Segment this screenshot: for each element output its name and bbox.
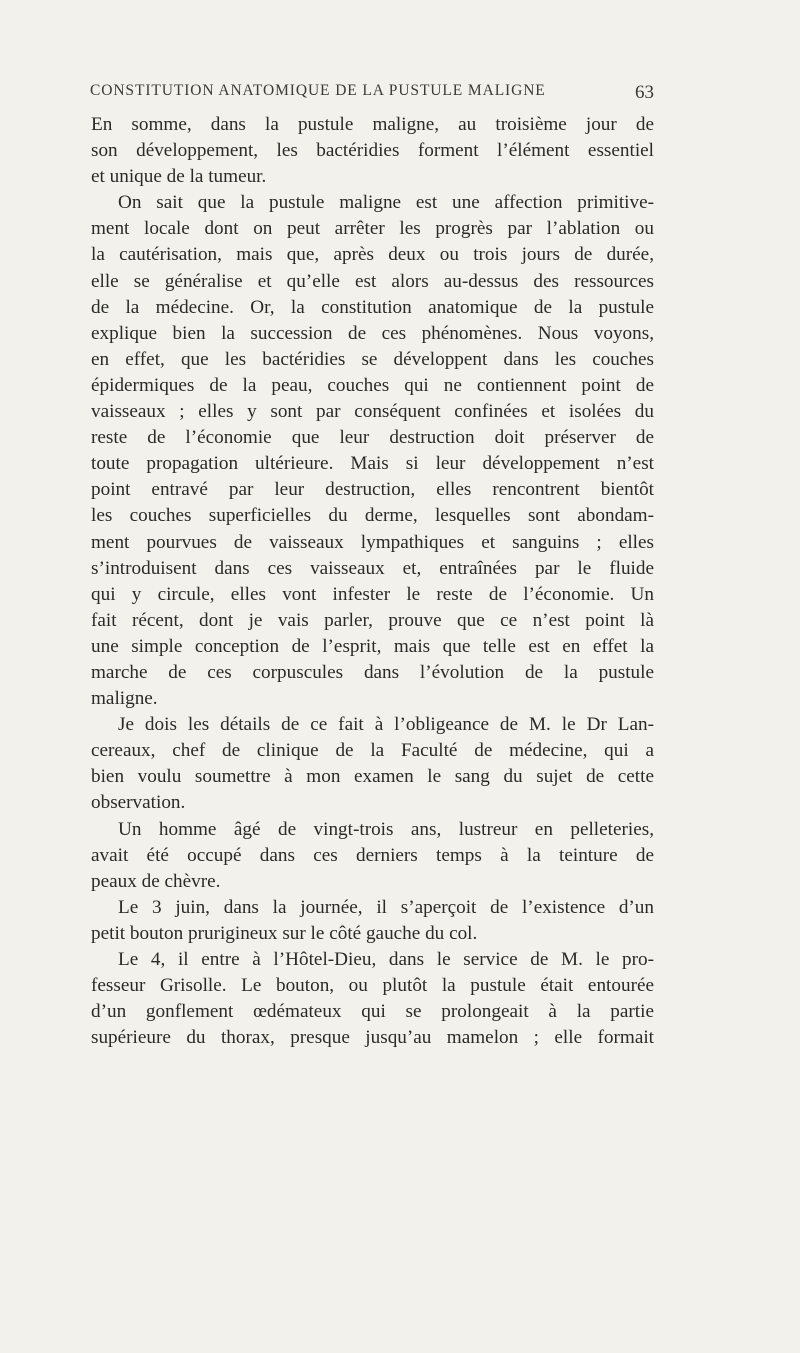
text-line: cereaux, chef de clinique de la Faculté de médecine, qui a bbox=[91, 740, 654, 762]
running-title: CONSTITUTION ANATOMIQUE DE LA PUSTULE MALIGNE bbox=[90, 82, 546, 99]
text-line: d’un gonflement œdémateux qui se prolongeait à la partie bbox=[91, 1001, 654, 1023]
text-line: Le 4, il entre à l’Hôtel-Dieu, dans le service de M. le pro- bbox=[118, 949, 654, 970]
text-line: fait récent, dont je vais parler, prouve que ce n’est point là bbox=[91, 609, 654, 631]
text-line: fesseur Grisolle. Le bouton, ou plutôt la pustule était entourée bbox=[91, 975, 654, 997]
text-line: Le 3 juin, dans la journée, il s’aperçoit de l’existence d’un bbox=[118, 896, 654, 918]
text-line: Un homme âgé de vingt-trois ans, lustreur en pelleteries, bbox=[118, 818, 654, 840]
page-header bbox=[88, 82, 654, 112]
text-line: la cautérisation, mais que, après deux ou trois jours de durée, bbox=[91, 244, 654, 266]
text-line: une simple conception de l’esprit, mais que telle est en effet la bbox=[91, 635, 654, 657]
text-line: marche de ces corpuscules dans l’évolution de la pustule bbox=[91, 661, 654, 683]
text-line: s’introduisent dans ces vaisseaux et, entraînées par le fluide bbox=[91, 557, 654, 579]
text-line: épidermiques de la peau, couches qui ne contiennent point de bbox=[91, 374, 654, 396]
page-number: 63 bbox=[635, 82, 654, 103]
text-line: de la médecine. Or, la constitution anatomique de la pustule bbox=[91, 296, 654, 318]
text-line: toute propagation ultérieure. Mais si leur développement n’est bbox=[91, 453, 654, 475]
text-line: les couches superficielles du derme, lesquelles sont abondam- bbox=[91, 505, 654, 527]
text-line: En somme, dans la pustule maligne, au troisième jour de bbox=[91, 114, 654, 135]
text-line: Je dois les détails de ce fait à l’obligeance de M. le Dr Lan- bbox=[118, 714, 654, 736]
text-line: en effet, que les bactéridies se développent dans les couches bbox=[91, 348, 654, 370]
text-line: peaux de chèvre. bbox=[91, 870, 221, 892]
text-line: petit bouton prurigineux sur le côté gauche du col. bbox=[91, 922, 478, 944]
text-line: On sait que la pustule maligne est une affection primitive- bbox=[118, 192, 654, 214]
text-line: maligne. bbox=[91, 688, 158, 710]
text-line: qui y circule, elles vont infester le reste de l’économie. Un bbox=[91, 583, 654, 605]
text-line: point entravé par leur destruction, elles rencontrent bientôt bbox=[91, 479, 654, 501]
text-line: explique bien la succession de ces phénomènes. Nous voyons, bbox=[91, 322, 654, 344]
text-line: avait été occupé dans ces derniers temps à la teinture de bbox=[91, 844, 654, 866]
text-line: son développement, les bactéridies forment l’élément essentiel bbox=[91, 140, 654, 162]
text-line: observation. bbox=[91, 792, 186, 814]
text-line: ment pourvues de vaisseaux lympathiques et sanguins ; elles bbox=[91, 531, 654, 553]
body-text bbox=[91, 112, 654, 1051]
text-line: supérieure du thorax, presque jusqu’au mamelon ; elle formait bbox=[91, 1027, 654, 1049]
text-line: vaisseaux ; elles y sont par conséquent confinées et isolées du bbox=[91, 401, 654, 423]
text-line: elle se généralise et qu’elle est alors au-dessus des ressources bbox=[91, 270, 654, 292]
text-line: ment locale dont on peut arrêter les progrès par l’ablation ou bbox=[91, 218, 654, 240]
text-line: reste de l’économie que leur destruction doit préserver de bbox=[91, 427, 654, 449]
text-line: et unique de la tumeur. bbox=[91, 166, 267, 188]
text-line: bien voulu soumettre à mon examen le sang du sujet de cette bbox=[91, 766, 654, 788]
